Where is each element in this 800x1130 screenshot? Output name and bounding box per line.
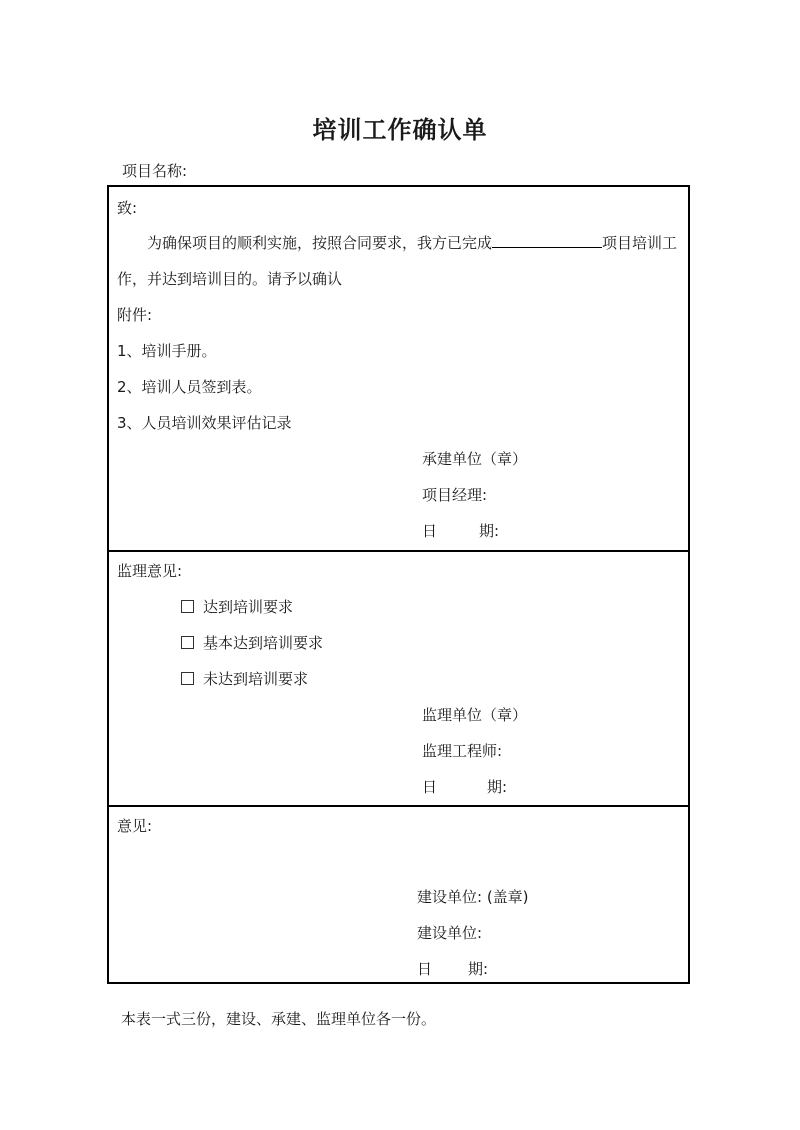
option-not-meets[interactable] xyxy=(181,668,308,689)
checkbox-icon[interactable] xyxy=(181,636,194,649)
contractor-section xyxy=(109,187,688,550)
contractor-date-label xyxy=(422,520,499,541)
attachments-label: 附件: xyxy=(117,306,153,324)
option-meets-requirements[interactable] xyxy=(181,596,293,617)
contractor-seal-label: 承建单位（章） xyxy=(422,450,528,468)
attachment-item: 1、培训手册。 xyxy=(117,342,217,360)
supervision-seal-label: 监理单位（章） xyxy=(422,706,528,724)
owner-opinion-heading: 意见: xyxy=(117,817,153,835)
body-line-1 xyxy=(147,232,677,253)
option-label: 基本达到培训要求 xyxy=(203,634,324,652)
supervision-date-label xyxy=(422,776,507,797)
owner-unit-label: 建设单位: xyxy=(417,924,483,942)
supervision-engineer-label: 监理工程师: xyxy=(422,742,503,760)
footnote: 本表一式三份，建设、承建、监理单位各一份。 xyxy=(121,1010,437,1028)
attachment-item: 3、人员培训效果评估记录 xyxy=(117,414,292,432)
owner-date-label xyxy=(417,958,488,979)
addressee-label: 致: xyxy=(117,199,138,217)
supervision-opinion-heading: 监理意见: xyxy=(117,562,183,580)
owner-section xyxy=(109,805,688,982)
project-manager-label: 项目经理: xyxy=(422,486,488,504)
date-char-1: 日 xyxy=(417,960,433,978)
option-label: 未达到培训要求 xyxy=(203,670,309,688)
checkbox-icon[interactable] xyxy=(181,672,194,685)
project-name-label: 项目名称: xyxy=(122,162,188,180)
date-char-2: 期: xyxy=(468,960,489,978)
option-label: 达到培训要求 xyxy=(203,598,294,616)
confirmation-form xyxy=(107,185,690,984)
date-char-1: 日 xyxy=(422,522,438,540)
option-basically-meets[interactable] xyxy=(181,632,323,653)
date-char-2: 期: xyxy=(479,522,500,540)
checkbox-icon[interactable] xyxy=(181,600,194,613)
supervision-section xyxy=(109,550,688,805)
project-blank-line xyxy=(492,233,602,248)
body-line-2: 作，并达到培训目的。请予以确认 xyxy=(117,270,343,288)
attachment-item: 2、培训人员签到表。 xyxy=(117,378,262,396)
date-char-2: 期: xyxy=(487,778,508,796)
owner-seal-label: 建设单位: (盖章) xyxy=(417,888,529,906)
body-line-1-suffix: 项目培训工 xyxy=(602,234,678,252)
body-line-1-prefix: 为确保项目的顺利实施，按照合同要求，我方已完成 xyxy=(147,234,493,252)
date-char-1: 日 xyxy=(422,778,438,796)
document-title: 培训工作确认单 xyxy=(312,116,488,144)
